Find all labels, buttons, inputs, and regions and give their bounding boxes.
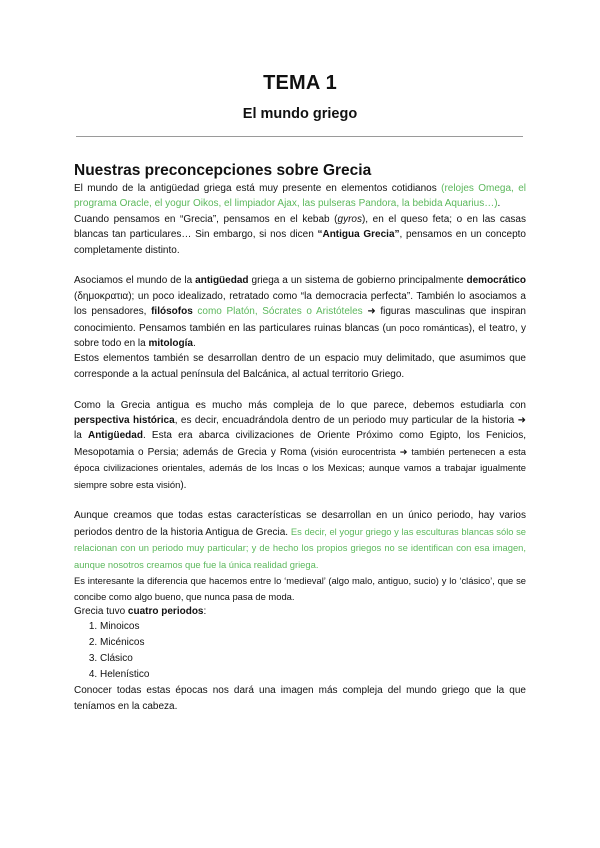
paragraph-historical-perspective (74, 398, 526, 493)
text-run: Grecia tuvo (74, 605, 128, 617)
bold-term: antigüedad (195, 275, 249, 287)
text-run: ). (180, 479, 187, 491)
green-note: (relojes Omega, el programa Oracle, el yogur Oikos, el limpiador Ajax, las pulseras Pandora, la bebida Aquarius…) (74, 183, 526, 210)
page-subtitle: El mundo griego (242, 106, 358, 122)
text-run: ), en el queso feta; o en las casas blancas tan particulares… Sin embargo, si nos dicen (74, 213, 526, 241)
bold-term: perspectiva histórica (74, 415, 175, 427)
paragraph-four-periods (74, 604, 526, 619)
text-run: . Esta era abarca civilizaciones de Oriente Próximo como Egipto, los Fenicios, Mesopotamia o Persia; además de Grecia y Roma ( (74, 430, 527, 458)
text-run: griega a un sistema de gobierno principalmente (248, 275, 467, 287)
text-run: Como la Grecia antigua es mucho más compleja de lo que parece, debemos estudiarla con (74, 399, 526, 411)
paragraph-gap (74, 382, 526, 397)
paragraph-gap (74, 258, 526, 273)
list-item: 3. Clásico (100, 651, 526, 667)
list-item: 2. Micénicos (100, 635, 526, 651)
text-run: : (203, 605, 207, 617)
text-run: ), el teatro, y sobre todo en la (74, 322, 526, 350)
paragraph-greece-associations (74, 212, 526, 258)
paragraph-democracy (74, 273, 526, 351)
arrow-icon: ➜ (362, 306, 381, 318)
text-run: Aunque creamos que todas estas características se desarrollan en un único periodo, hay varios periodos dentro de la historia Antigua de Grecia. (74, 510, 526, 538)
paragraph-periods-intro (74, 508, 526, 573)
small-note: visión eurocentrista ➜ también pertenecen a esta época civilizaciones orientales, además de los Incas o los Mexicas; aunque vamos a trabajar igualmente siempre sobre esta visión (74, 445, 526, 490)
bold-term: filósofos (151, 306, 193, 318)
text-run: El mundo de la antigüedad griega está muy presente en elementos cotidianos (74, 183, 442, 194)
text-run: . (497, 198, 501, 210)
text-run: . (192, 338, 196, 350)
text-run: , es decir, encuadrándola dentro de un periodo muy particular de la historia ➜ la (74, 415, 526, 442)
page-title: TEMA 1 (263, 72, 337, 94)
bold-term: Antigüedad (87, 430, 143, 442)
periods-list (74, 619, 526, 683)
list-item: 1. Minoicos (100, 619, 526, 635)
italic-term: gyros (337, 213, 362, 225)
paragraph-conclusion: Conocer todas estas épocas nos dará una imagen más compleja del mundo griego que la que teníamos en la cabeza. (74, 685, 526, 712)
paragraph-medieval-classic: Es interesante la diferencia que hacemos entre lo ‘medieval’ (algo malo, antiguo, sucio) y lo ‘clásico’, que se concibe como algo bueno, que nunca pasa de moda. (74, 575, 526, 602)
list-item: 4. Helenístico (100, 667, 526, 683)
bold-term: cuatro periodos (127, 605, 204, 617)
document-body (74, 161, 526, 714)
small-note: un poco románticas (385, 321, 469, 333)
paragraph-gap (74, 493, 526, 508)
paragraph-territory: Estos elementos también se desarrollan dentro de un espacio muy delimitado, que asumimos que corresponde a la actual península del Balcánica, al actual territorio Griego. (74, 353, 526, 380)
green-note: como Platón, Sócrates o Aristóteles (192, 306, 363, 318)
text-run: , pensamos en un concepto completamente distinto. (74, 229, 526, 256)
bold-term: “Antigua Grecia” (317, 229, 400, 241)
text-run: figuras masculinas que inspiran conocimiento. Pensamos también en las particulares ruinas blancas ( (74, 306, 526, 334)
paragraph-everyday-elements (74, 181, 526, 212)
bold-term: mitología (148, 338, 193, 350)
title-divider (76, 136, 523, 137)
green-note: Es decir, el yogur griego y las esculturas blancas sólo se relacionan con un periodo muy particular; y de hecho los propios griegos no se identifican con esa imagen, aunque nosotros creamos que fue la única realidad griega. (74, 525, 527, 570)
text-run: Cuando pensamos en “Grecia”, pensamos en el kebab ( (74, 213, 338, 225)
text-run: (δημοκρατια); un poco idealizado, retratado como “la democracia perfecta”. También lo asociamos a los pensadores, (74, 290, 526, 318)
text-run: Asociamos el mundo de la (74, 275, 196, 287)
section-heading: Nuestras preconcepciones sobre Grecia (74, 162, 372, 179)
bold-term: democrático (466, 275, 526, 287)
